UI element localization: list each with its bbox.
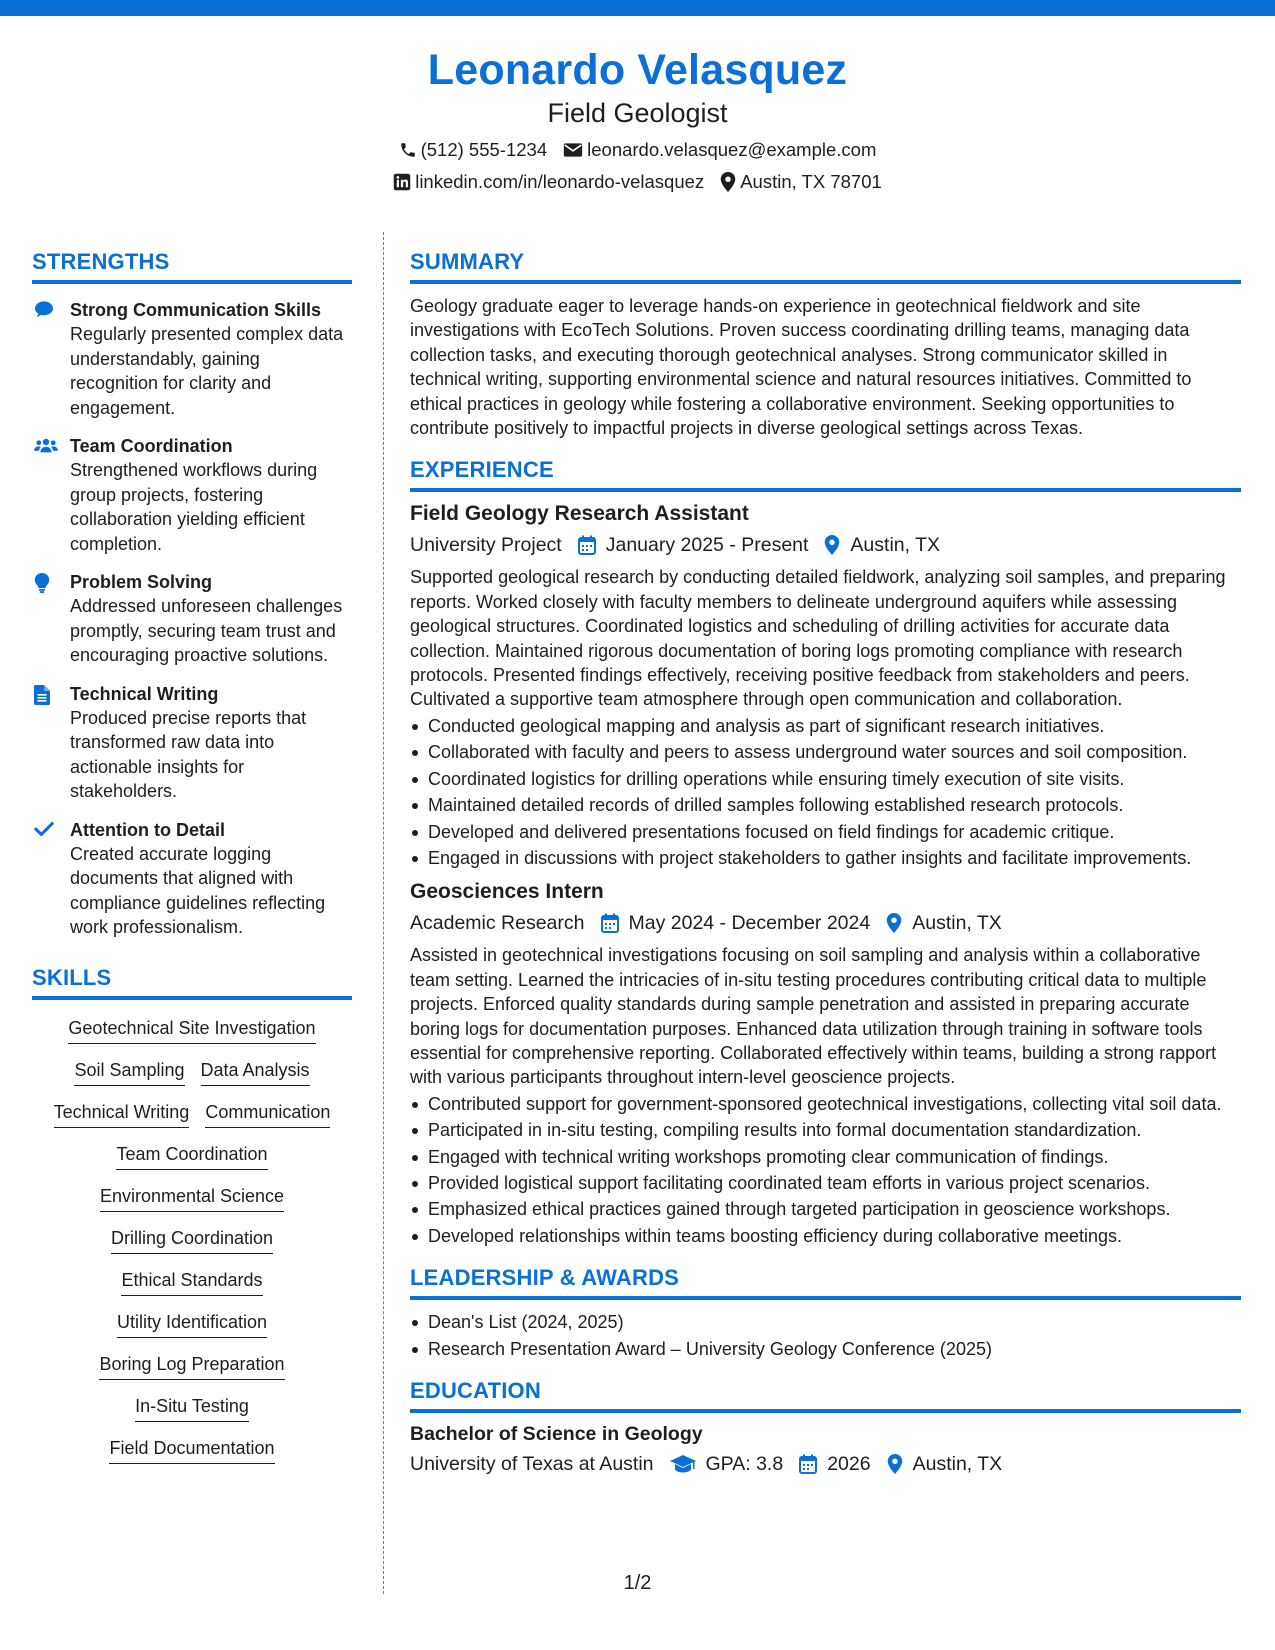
education-heading: EDUCATION: [410, 1377, 1241, 1413]
job-entry: [410, 878, 1241, 1248]
candidate-name: Leonardo Velasquez: [427, 46, 848, 94]
job-meta: [410, 531, 1241, 559]
skill-tag: Boring Log Preparation: [32, 1352, 352, 1380]
skills-heading: SKILLS: [32, 964, 352, 1000]
skills-list: [32, 1016, 352, 1464]
list-item: Engaged with technical writing workshops promoting clear communication of findings.: [410, 1145, 1241, 1169]
job-title: Geosciences Intern: [410, 880, 604, 904]
skill-tag: Environmental Science: [32, 1184, 352, 1212]
skill-tag: Communication: [205, 1100, 330, 1128]
strength-title: Technical Writing: [70, 683, 219, 704]
calendar-icon: [799, 1454, 817, 1474]
list-item: Collaborated with faculty and peers to assess underground water sources and soil composition.: [410, 740, 1241, 764]
skill-tag: Ethical Standards: [32, 1268, 352, 1296]
job-dates: January 2025 - Present: [605, 534, 809, 557]
gpa-text: GPA: 3.8: [705, 1453, 784, 1475]
list-item: Coordinated logistics for drilling operations while ensuring timely execution of site visits.: [410, 767, 1241, 791]
job-description: Assisted in geotechnical investigations focusing on soil sampling and analysis within a collaborative team setting. Learned the intricacies of in-situ testing procedures contributing critical data to multiple projects. Enforced quality standards during sample penetration and assisted in preparing accurate boring logs for documentation purposes. Enhanced data utilization through training in software tools essential for comprehensive reporting. Collaborated effectively within teams, building a strong rapport with various participants throughout intern-level geoscience projects.: [410, 945, 1217, 1088]
list-item: Research Presentation Award – University Geology Conference (2025): [410, 1337, 1241, 1361]
strength-item: [32, 818, 352, 940]
contact-location: [720, 170, 882, 194]
leadership-list: [410, 1310, 1241, 1361]
location-text: Austin, TX 78701: [740, 171, 882, 192]
degree-title: Bachelor of Science in Geology: [410, 1423, 703, 1445]
job-entry: [410, 500, 1241, 870]
contact-row-2: [0, 170, 1275, 194]
skill-tag: Data Analysis: [201, 1058, 310, 1086]
phone-icon: [399, 141, 417, 159]
page-number: 1/2: [623, 1572, 652, 1594]
strength-item: [32, 682, 352, 804]
left-column: [32, 248, 352, 1464]
resume-header: [0, 44, 1275, 194]
right-column: [410, 248, 1241, 1478]
list-item: Conducted geological mapping and analysis as part of significant research initiatives.: [410, 714, 1241, 738]
strength-title: Strong Communication Skills: [70, 300, 322, 320]
strength-item: [32, 434, 352, 556]
strength-item: [32, 570, 352, 668]
strength-desc: Produced precise reports that transformed raw data into actionable insights for stakeholders.: [70, 707, 307, 801]
list-item: Emphasized ethical practices gained through targeted participation in geoscience workshops.: [410, 1197, 1241, 1221]
column-divider: [383, 232, 384, 1594]
skill-tag: Technical Writing: [54, 1100, 190, 1128]
strength-desc: Created accurate logging documents that aligned with compliance guidelines reflecting work professionalism.: [70, 843, 326, 937]
speech-bubble-icon: [32, 298, 70, 420]
map-pin-icon: [824, 535, 840, 555]
job-location: Austin, TX: [850, 534, 941, 557]
strength-desc: Regularly presented complex data understandably, gaining recognition for clarity and engagement.: [70, 324, 344, 418]
linkedin-text: linkedin.com/in/leonardo-velasquez: [415, 171, 705, 192]
job-dates: May 2024 - December 2024: [628, 912, 871, 935]
skill-tag: Team Coordination: [32, 1142, 352, 1170]
contact-row-1: [0, 138, 1275, 162]
strength-title: Problem Solving: [70, 572, 213, 592]
skill-tag: Soil Sampling: [74, 1058, 184, 1086]
job-location: Austin, TX: [912, 912, 1002, 935]
skill-tag: In-Situ Testing: [32, 1394, 352, 1422]
calendar-icon: [601, 913, 619, 933]
list-item: Developed and delivered presentations focused on field findings for academic critique.: [410, 820, 1241, 844]
contact-phone: [399, 138, 548, 162]
job-description: Supported geological research by conducting detailed fieldwork, analyzing soil samples, and preparing reports. Worked closely with faculty members to delineate underground aquifers while assessing geological structures. Coordinated logistics and scheduling of drilling activities for accurate data collection. Maintained rigorous documentation of boring logs promoting compliance with research protocols. Presented findings effectively, receiving positive feedback from stakeholders and peers. Cultivated a supportive team atmosphere through open communication and collaboration.: [410, 567, 1226, 710]
envelope-icon: [563, 142, 583, 158]
list-item: Dean's List (2024, 2025): [410, 1310, 1241, 1334]
phone-text: (512) 555-1234: [420, 139, 548, 160]
skill-tag: Utility Identification: [32, 1310, 352, 1338]
job-org: Academic Research: [410, 912, 585, 935]
list-item: Provided logistical support facilitating coordinated team efforts in various project scenarios.: [410, 1171, 1241, 1195]
education-location: Austin, TX: [912, 1453, 1003, 1475]
strength-title: Team Coordination: [70, 436, 233, 456]
strength-title: Attention to Detail: [70, 819, 225, 840]
list-item: Maintained detailed records of drilled samples following established research protocols.: [410, 793, 1241, 817]
checkmark-icon: [32, 818, 70, 940]
skill-tag: Drilling Coordination: [32, 1226, 352, 1254]
graduation-cap-icon: [670, 1455, 696, 1473]
map-pin-icon: [720, 172, 736, 192]
top-accent-bar: [0, 0, 1275, 16]
education-meta: [410, 1450, 1241, 1478]
job-title: Field Geology Research Assistant: [410, 502, 749, 526]
job-meta: [410, 909, 1241, 937]
list-item: Developed relationships within teams boosting efficiency during collaborative meetings.: [410, 1224, 1241, 1248]
school-name: University of Texas at Austin: [410, 1453, 654, 1475]
strength-desc: Strengthened workflows during group projects, fostering collaboration yielding efficient completion.: [70, 460, 318, 554]
graduation-year: 2026: [827, 1453, 871, 1475]
strength-desc: Addressed unforeseen challenges promptly, securing team trust and encouraging proactive solutions.: [70, 596, 343, 665]
email-text: leonardo.velasquez@example.com: [587, 139, 877, 160]
job-bullets: [410, 714, 1241, 870]
leadership-heading: LEADERSHIP & AWARDS: [410, 1264, 1241, 1300]
list-item: Participated in in-situ testing, compiling results into formal documentation standardization.: [410, 1118, 1241, 1142]
list-item: Engaged in discussions with project stakeholders to gather insights and facilitate improvements.: [410, 846, 1241, 870]
document-icon: [32, 682, 70, 804]
map-pin-icon: [886, 913, 902, 933]
map-pin-icon: [887, 1454, 903, 1474]
linkedin-icon: [393, 173, 411, 191]
skill-tag: Field Documentation: [32, 1436, 352, 1464]
candidate-title: Field Geologist: [547, 98, 728, 128]
skill-tag: Geotechnical Site Investigation: [32, 1016, 352, 1044]
strength-item: [32, 298, 352, 420]
lightbulb-icon: [32, 570, 70, 668]
users-icon: [32, 434, 70, 556]
calendar-icon: [578, 535, 596, 555]
list-item: Contributed support for government-sponsored geotechnical investigations, collecting vital soil data.: [410, 1092, 1241, 1116]
contact-email[interactable]: [563, 138, 876, 162]
summary-text: Geology graduate eager to leverage hands-on experience in geotechnical fieldwork and site investigations with EcoTech Solutions. Proven success coordinating drilling teams, managing data collection tasks, and executing thorough geotechnical analyses. Strong communicator skilled in technical writing, supporting environmental science and natural resources initiatives. Committed to ethical practices in geology while fostering a collaborative environment. Seeking opportunities to contribute positively to impactful projects in diverse geological settings across Texas.: [410, 296, 1192, 439]
job-bullets: [410, 1092, 1241, 1248]
strengths-heading: STRENGTHS: [32, 248, 352, 284]
job-org: University Project: [410, 534, 562, 557]
summary-heading: SUMMARY: [410, 248, 1241, 284]
experience-heading: EXPERIENCE: [410, 456, 1241, 492]
contact-linkedin[interactable]: [393, 170, 704, 194]
